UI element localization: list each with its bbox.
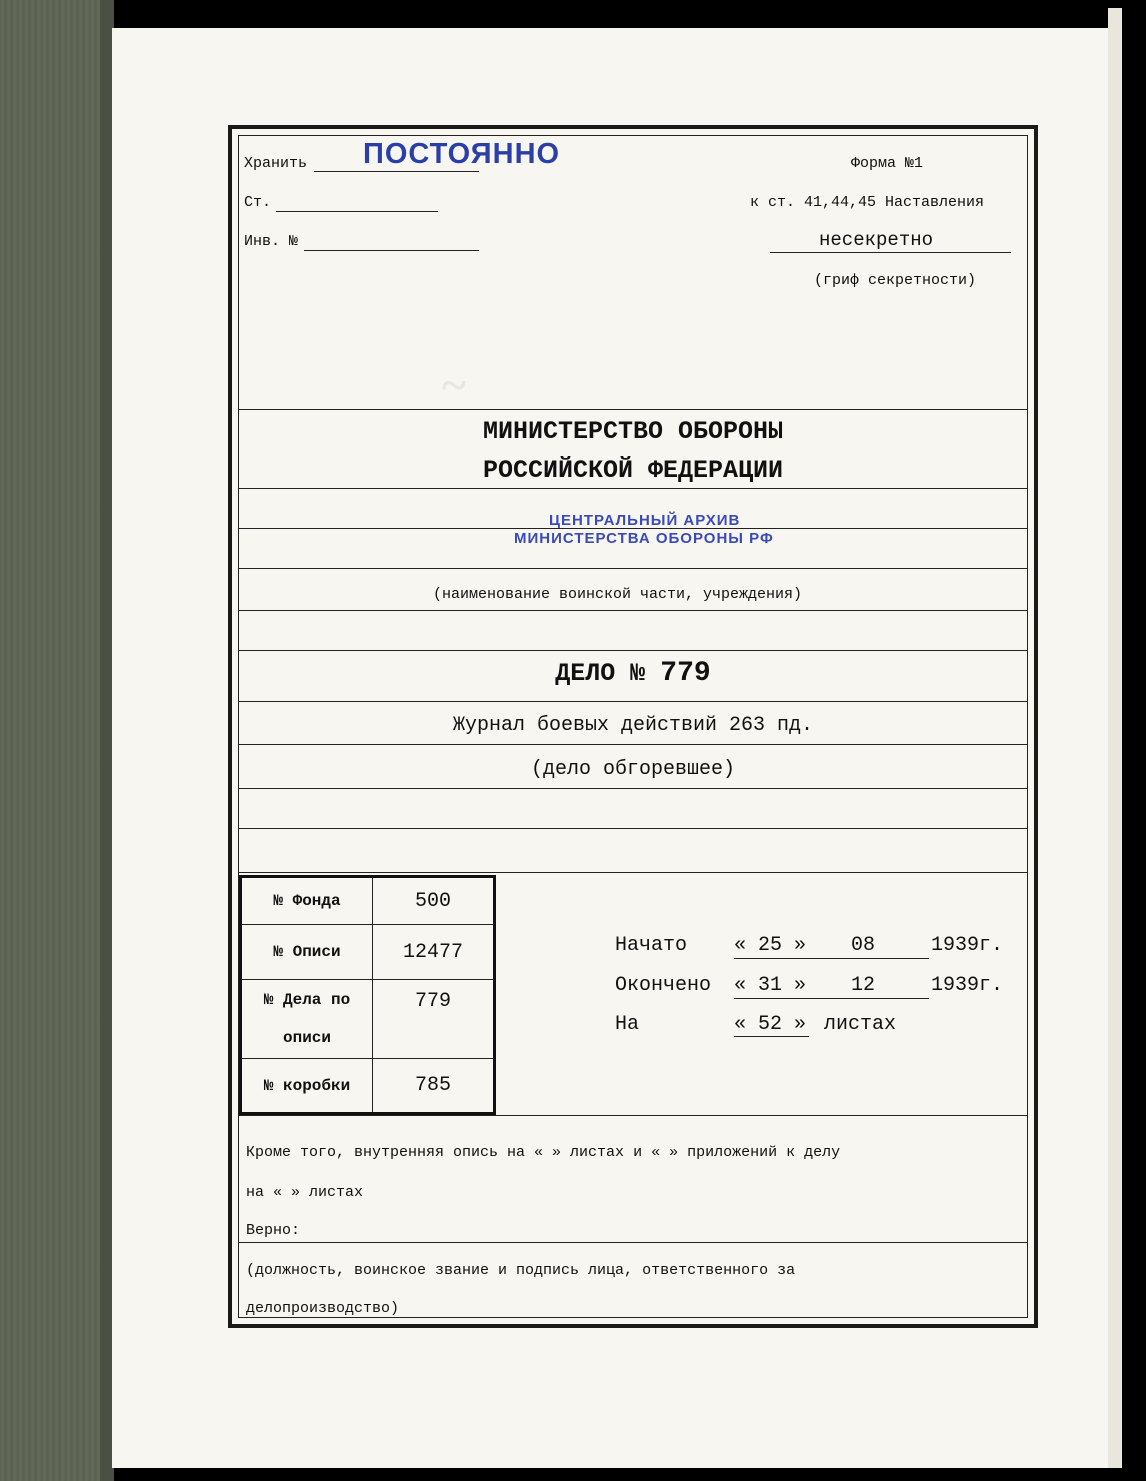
form-inner-border <box>238 135 1028 1318</box>
delo-po-opisi-label: № Дела по описи <box>241 980 373 1059</box>
table-row <box>241 877 495 925</box>
secrecy-caption: (гриф секретности) <box>814 272 977 289</box>
started-month: 08 <box>851 934 876 957</box>
sheets-value: « 52 » <box>734 1013 807 1036</box>
inv-underline <box>304 250 479 251</box>
case-title <box>239 658 1027 689</box>
folder-spine <box>0 0 110 1481</box>
started-label: Начато <box>615 934 688 957</box>
footer-line-3: (должность, воинское звание и подпись лица, ответственного за <box>246 1262 796 1279</box>
divider <box>239 788 1027 789</box>
divider <box>239 872 1027 873</box>
st-label: Ст. <box>244 194 272 211</box>
divider <box>239 1242 1027 1243</box>
archive-stamp-line-1: ЦЕНТРАЛЬНЫЙ АРХИВ <box>549 512 741 529</box>
opis-value: 12477 <box>373 925 495 980</box>
fund-value: 500 <box>373 877 495 925</box>
started-year: 1939г. <box>931 934 1004 957</box>
unit-caption: (наименование воинской части, учреждения) <box>433 586 803 603</box>
fund-table <box>239 875 496 1115</box>
ended-year: 1939г. <box>931 974 1004 997</box>
verno-label: Верно: <box>246 1222 301 1239</box>
divider <box>239 650 1027 651</box>
divider <box>239 828 1027 829</box>
footer-line-4: делопроизводство) <box>246 1300 400 1317</box>
fund-label: № Фонда <box>241 877 373 925</box>
sheet-edge <box>1108 8 1122 1468</box>
divider <box>239 1115 1027 1116</box>
divider <box>239 568 1027 569</box>
inv-label: Инв. № <box>244 233 299 250</box>
document-sheet: ~ <box>112 28 1122 1468</box>
khranit-underline <box>314 171 479 172</box>
opis-label: № Описи <box>241 925 373 980</box>
sheets-underline <box>734 1036 809 1037</box>
case-number: 779 <box>660 658 711 689</box>
archive-stamp-line-2: МИНИСТЕРСТВА ОБОРОНЫ РФ <box>514 530 774 547</box>
sheets-unit: листах <box>824 1013 897 1036</box>
ended-label: Окончено <box>615 974 712 997</box>
secrecy-value: несекретно <box>819 229 934 251</box>
divider <box>239 744 1027 745</box>
archive-cover-form <box>228 125 1038 1328</box>
table-row <box>241 980 495 1059</box>
case-note: (дело обгоревшее) <box>530 758 736 781</box>
ended-month: 12 <box>851 974 876 997</box>
divider <box>239 409 1027 410</box>
divider <box>239 488 1027 489</box>
started-day: « 25 » <box>734 934 807 957</box>
footer-line-1: Кроме того, внутренняя опись на « » листах и « » приложений к делу <box>246 1144 841 1161</box>
case-description: Журнал боевых действий 263 пд. <box>452 714 814 737</box>
ended-day: « 31 » <box>734 974 807 997</box>
started-underline <box>734 958 929 959</box>
table-row <box>241 1059 495 1114</box>
sheets-label: На <box>615 1013 640 1036</box>
khranit-stamp: ПОСТОЯННО <box>363 138 561 170</box>
ministry-line-2: РОССИЙСКОЙ ФЕДЕРАЦИИ <box>482 456 784 485</box>
st-underline <box>276 211 438 212</box>
delo-po-opisi-value: 779 <box>373 980 495 1059</box>
ended-underline <box>734 998 929 999</box>
divider <box>239 610 1027 611</box>
korobka-label: № коробки <box>241 1059 373 1114</box>
ministry-line-1: МИНИСТЕРСТВО ОБОРОНЫ <box>482 417 784 446</box>
k-st-label: к ст. 41,44,45 Наставления <box>750 194 985 211</box>
secrecy-underline <box>770 252 1011 253</box>
case-title-prefix: ДЕЛО № <box>555 659 646 688</box>
table-row <box>241 925 495 980</box>
divider <box>239 701 1027 702</box>
korobka-value: 785 <box>373 1059 495 1114</box>
footer-line-2: на « » листах <box>246 1184 364 1201</box>
khranit-label: Хранить <box>244 155 308 172</box>
forma-label: Форма №1 <box>851 155 924 172</box>
